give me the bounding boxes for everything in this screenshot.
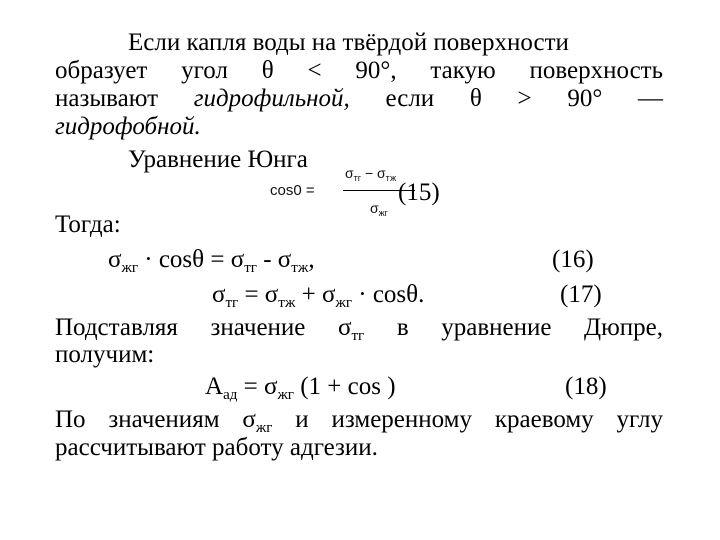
para2-line2: получим:: [55, 341, 155, 368]
young-denominator: $\sigma_{жг}$: [370, 200, 388, 218]
eq15-number: (15): [398, 179, 440, 206]
para3-line1: По значениям $\sigma_{жг}$ и измеренному краевому углу: [55, 406, 663, 436]
young-label: Уравнение Юнга: [128, 146, 308, 173]
para1-line4: гидрофобной.: [55, 113, 201, 140]
eq17-number: (17): [560, 281, 602, 308]
para1-line2: образует угол θ < 90°, такую поверхность: [55, 57, 663, 84]
young-numerator: $\sigma_{тг} - \sigma_{тж}$: [345, 165, 397, 183]
para1-line3: называют гидрофильной, если θ > 90° —: [55, 85, 664, 112]
eq16-number: (16): [552, 246, 594, 273]
young-lhs: cos0 =: [270, 182, 315, 199]
equation-18: $A_{ад} = \sigma_{жг}$ (1 + cos ): [205, 373, 396, 403]
para1-line1: Если капля воды на твёрдой поверхности: [128, 29, 569, 56]
then-label: Тогда:: [55, 211, 121, 238]
para2-line1: Подставляя значение $\sigma_{тг}$ в уравнение Дюпре,: [55, 314, 664, 344]
eq18-number: (18): [565, 373, 607, 400]
equation-16: $\sigma_{жг} \cdot \cos\theta = \sigma_{тг} - \sigma_{тж}$,: [108, 246, 315, 276]
para3-line2: рассчитывают работу адгезии.: [55, 434, 378, 461]
equation-17: $\sigma_{тг} = \sigma_{тж} + \sigma_{жг} \cdot \cos\theta$.: [212, 281, 425, 311]
